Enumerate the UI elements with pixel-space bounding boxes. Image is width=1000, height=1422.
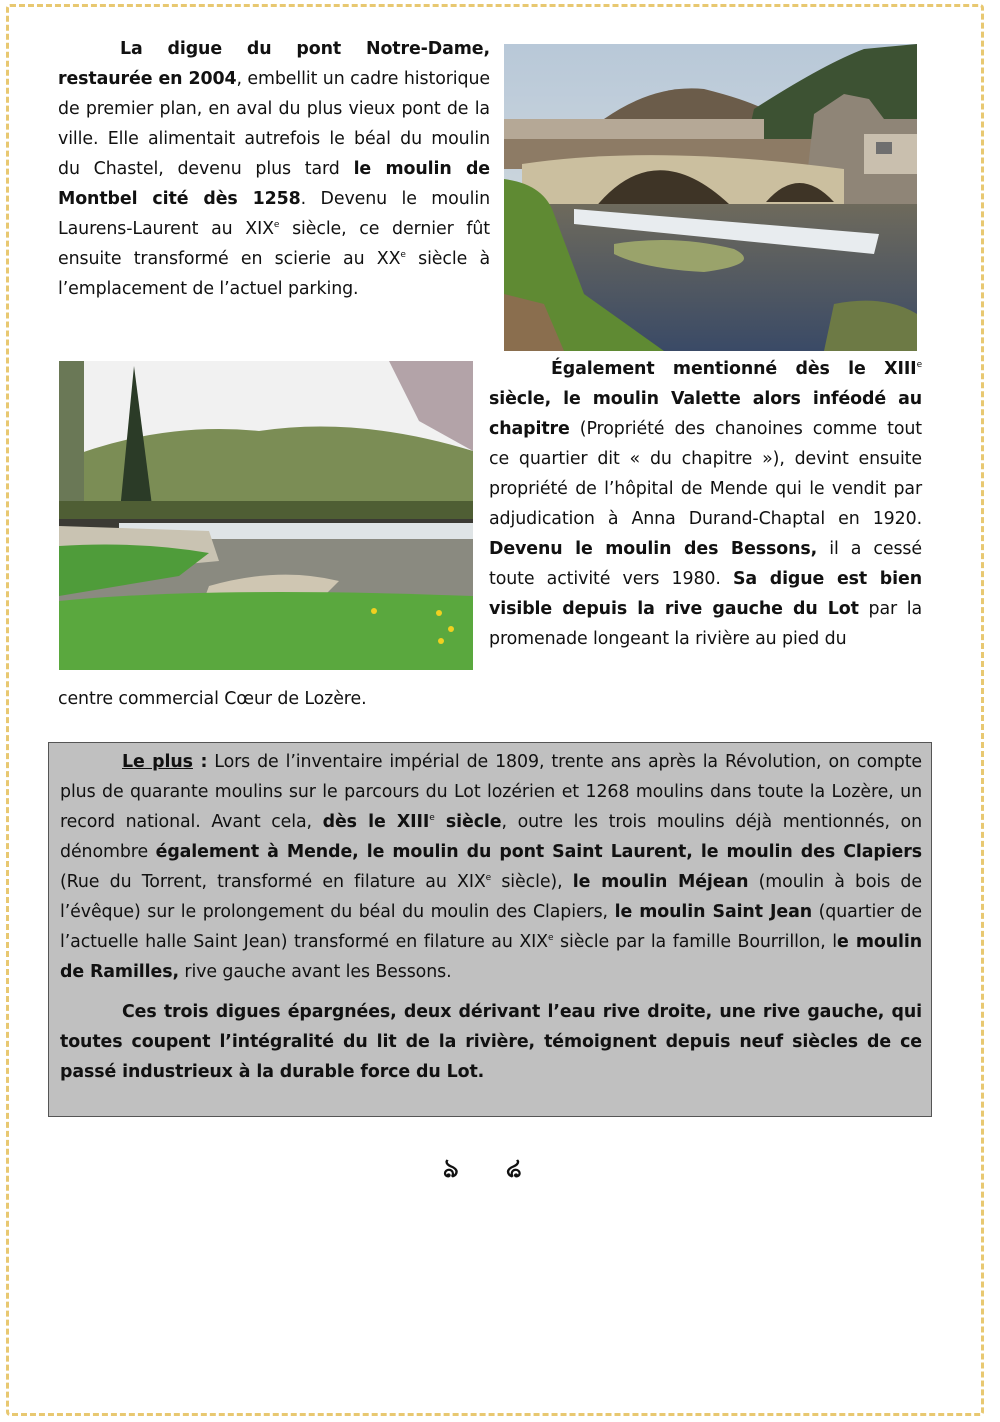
superscript: e xyxy=(273,220,280,230)
body-text: . Devenu le moulin Laurens-Laurent au XIX xyxy=(58,189,490,239)
body-text: (Propriété des chanoines comme tout ce quartier dit « du chapitre »), devint ensuite propriété de l’hôpital de Mende qui le vendit par adjudication à Anna Durand-Chaptal en 1920. xyxy=(489,419,922,529)
body-text: siècle par la famille Bourrillon, l xyxy=(553,932,838,952)
bold-text: Ces trois digues épargnées, deux dérivant l’eau rive droite, une rive gauche, qui toutes coupent l’intégralité du lit de la rivière, témoignent depuis neuf siècles de ce passé industrieux à la durable force du Lot. xyxy=(60,1002,922,1082)
info-label: Le plus xyxy=(122,752,193,772)
body-text: (quartier de l’actuelle halle Saint Jean) transformé en filature au XIX xyxy=(60,902,922,952)
body-text: il a cessé toute activité vers 1980. xyxy=(489,539,922,589)
superscript: e xyxy=(916,360,922,370)
bold-text: également à Mende, le moulin du pont Saint Laurent, le moulin des Clapiers xyxy=(155,842,922,862)
body-text: (moulin à bois de l’évêque) sur le prolongement du béal du moulin des Clapiers, xyxy=(60,872,922,922)
bold-text: siècle, le moulin Valette alors inféodé au chapitre xyxy=(489,389,922,439)
bold-text: La digue du pont Notre-Dame, restaurée en 2004 xyxy=(58,39,490,89)
bold-text: le moulin Méjean xyxy=(572,872,749,892)
body-text: Lors de l’inventaire impérial de 1809, trente ans après la Révolution, on compte plus de quarante moulins sur le parcours du Lot lozérien et 1268 moulins dans toute la Lozère, un record national. Avant cela, xyxy=(60,752,923,832)
bold-text: e moulin de Ramilles, xyxy=(60,932,922,982)
superscript: e xyxy=(547,933,554,943)
body-text: rive gauche avant les Bessons. xyxy=(178,962,452,982)
body-text: (Rue du Torrent, transformé en filature au XIX xyxy=(60,872,486,892)
bold-text: Sa digue est bien visible depuis la rive gauche du Lot xyxy=(489,569,922,619)
ornament-left-icon: ঌ xyxy=(443,1154,459,1184)
paragraph-pont-notre-dame xyxy=(58,34,490,304)
bold-text: siècle xyxy=(434,812,502,832)
superscript: e xyxy=(429,813,435,823)
body-text: siècle), xyxy=(491,872,573,892)
body-text: , embellit un cadre historique de premier plan, en aval du plus vieux pont de la ville. Elle alimentait autrefois le béal du moulin du Chastel, devenu plus tard xyxy=(58,69,490,179)
body-text: par la promenade longeant la rivière au pied du xyxy=(489,599,922,649)
photo-digue-bessons xyxy=(59,361,473,670)
bold-text: le moulin de Montbel cité dès 1258 xyxy=(58,159,490,209)
info-box-le-plus xyxy=(48,742,932,1117)
bold-text: dès le XIII xyxy=(322,812,430,832)
ornament-right-icon: ঌ xyxy=(506,1154,522,1184)
body-text: siècle à l’emplacement de l’actuel parking. xyxy=(58,249,490,299)
bold-text: le moulin Saint Jean xyxy=(614,902,813,922)
bold-text: : xyxy=(192,752,208,772)
body-text: siècle, ce dernier fût ensuite transformé en scierie au XX xyxy=(58,219,490,269)
photo-pont-notre-dame xyxy=(504,44,917,351)
paragraph-moulin-valette xyxy=(489,354,922,654)
info-conclusion xyxy=(60,997,922,1087)
info-paragraph xyxy=(60,747,922,987)
bold-text: Devenu le moulin des Bessons, xyxy=(489,539,818,559)
superscript: e xyxy=(400,250,406,260)
bold-text: Également mentionné dès le XIII xyxy=(551,359,917,379)
body-text: , outre les trois moulins déjà mentionnés, on dénombre xyxy=(60,812,922,862)
paragraph-moulin-valette-tail: centre commercial Cœur de Lozère. xyxy=(58,689,367,709)
superscript: e xyxy=(485,873,492,883)
